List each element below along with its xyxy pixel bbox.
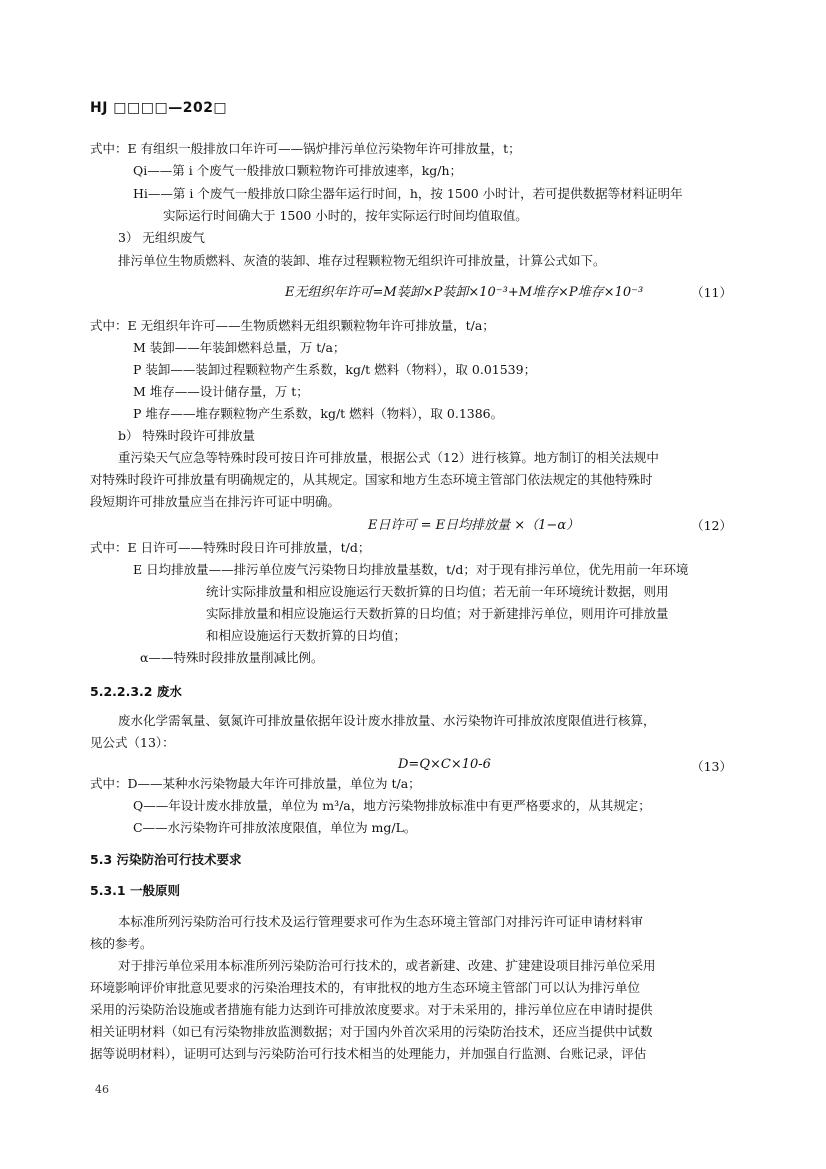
text-line: 采用的污染防治设施或者措施有能力达到许可排放浓度要求。对于未采用的，排污单位应在申请时提供 [90,1002,653,1017]
text-line: 对于排污单位采用本标准所列污染防治可行技术的，或者新建、改建、扩建建设项目排污单位采用 [118,958,656,973]
section-heading: 5.3 污染防治可行技术要求 [90,852,242,867]
equation-13-number: （13） [691,759,732,774]
text-line: 相关证明材料（如已有污染物排放监测数据；对于国内外首次采用的污染防治技术，还应当提供中试数 [90,1024,653,1039]
text-line: P 堆存——堆存颗粒物产生系数，kg/t 燃料（物料），取 0.1386。 [133,406,504,421]
text-line: 环境影响评价审批意见要求的污染治理技术的，有审批权的地方生态环境主管部门可以认为排污单位 [90,980,641,995]
text-line: 式中：E 有组织一般排放口年许可——锅炉排污单位污染物年许可排放量，t； [90,141,521,156]
text-line: 见公式（13）： [90,735,175,750]
text-line: 实际排放量和相应设施运行天数折算的日均值；对于新建排污单位，则用许可排放量 [206,606,669,621]
list-heading: b） 特殊时段许可排放量 [118,428,255,443]
text-line: 段短期许可排放量应当在排污许可证中明确。 [90,494,341,509]
text-line: Hi——第 i 个废气一般排放口除尘器年运行时间，h，按 1500 小时计，若可提供数据等材料证明年 [133,186,683,201]
text-line: P 装卸——装卸过程颗粒物产生系数，kg/t 燃料（物料），取 0.01539； [133,362,537,377]
text-line: E 日均排放量——排污单位废气污染物日均排放量基数，t/d；对于现有排污单位，优先用前一年环境 [133,562,689,577]
page-number: 46 [95,1083,109,1096]
text-line: 本标准所列污染防治可行技术及运行管理要求可作为生态环境主管部门对排污许可证申请材料审 [118,914,644,929]
standard-header: HJ □□□□—202□ [90,100,228,116]
equation-11: E无组织年许可=M装卸×P装卸×10⁻³+M堆存×P堆存×10⁻³ [285,285,644,300]
equation-13: D=Q×C×10-6 [398,757,491,772]
text-line: 废水化学需氧量、氨氮许可排放量依据年设计废水排放量、水污染物许可排放浓度限值进行核算， [118,713,656,728]
section-heading: 5.3.1 一般原则 [90,883,180,898]
text-line: M 堆存——设计储存量，万 t； [133,384,309,399]
list-heading: 3） 无组织废气 [118,230,205,245]
text-line: C——水污染物许可排放浓度限值，单位为 mg/L。 [133,820,417,835]
text-line: 式中：E 日许可——特殊时段日许可排放量，t/d； [90,540,371,555]
text-line: Q——年设计废水排放量，单位为 m³/a，地方污染物排放标准中有更严格要求的，从其规定； [133,798,651,813]
text-line: 据等说明材料），证明可达到与污染防治可行技术相当的处理能力，并加强自行监测、台账记录，评估 [90,1046,647,1061]
text-line: 重污染天气应急等特殊时段可按日许可排放量，根据公式（12）进行核算。地方制订的相关法规中 [118,450,659,465]
equation-11-number: （11） [691,285,732,300]
text-line: 式中：E 无组织年许可——生物质燃料无组织颗粒物年许可排放量，t/a； [90,318,495,333]
text-line: 核的参考。 [90,936,153,951]
text-line: Qi——第 i 个废气一般排放口颗粒物许可排放速率，kg/h； [133,163,463,178]
text-line: 对特殊时段许可排放量有明确规定的，从其规定。国家和地方生态环境主管部门依法规定的其他特殊时 [90,472,653,487]
text-line: α——特殊时段排放量削减比例。 [140,650,324,665]
text-line: M 装卸——年装卸燃料总量，万 t/a； [133,340,346,355]
text-line: 实际运行时间确大于 1500 小时的，按年实际运行时间均值取值。 [163,208,528,223]
text-line: 和相应设施运行天数折算的日均值； [206,628,407,643]
text-line: 排污单位生物质燃料、灰渣的装卸、堆存过程颗粒物无组织许可排放量，计算公式如下。 [118,253,606,268]
equation-12-number: （12） [691,518,732,533]
text-line: 统计实际排放量和相应设施运行天数折算的日均值；若无前一年环境统计数据，则用 [206,584,669,599]
section-heading: 5.2.2.3.2 废水 [90,684,182,699]
equation-12: E日许可 = E日均排放量 ×（1−α） [368,518,580,533]
text-line: 式中：D——某种水污染物最大年许可排放量，单位为 t/a； [90,776,421,791]
